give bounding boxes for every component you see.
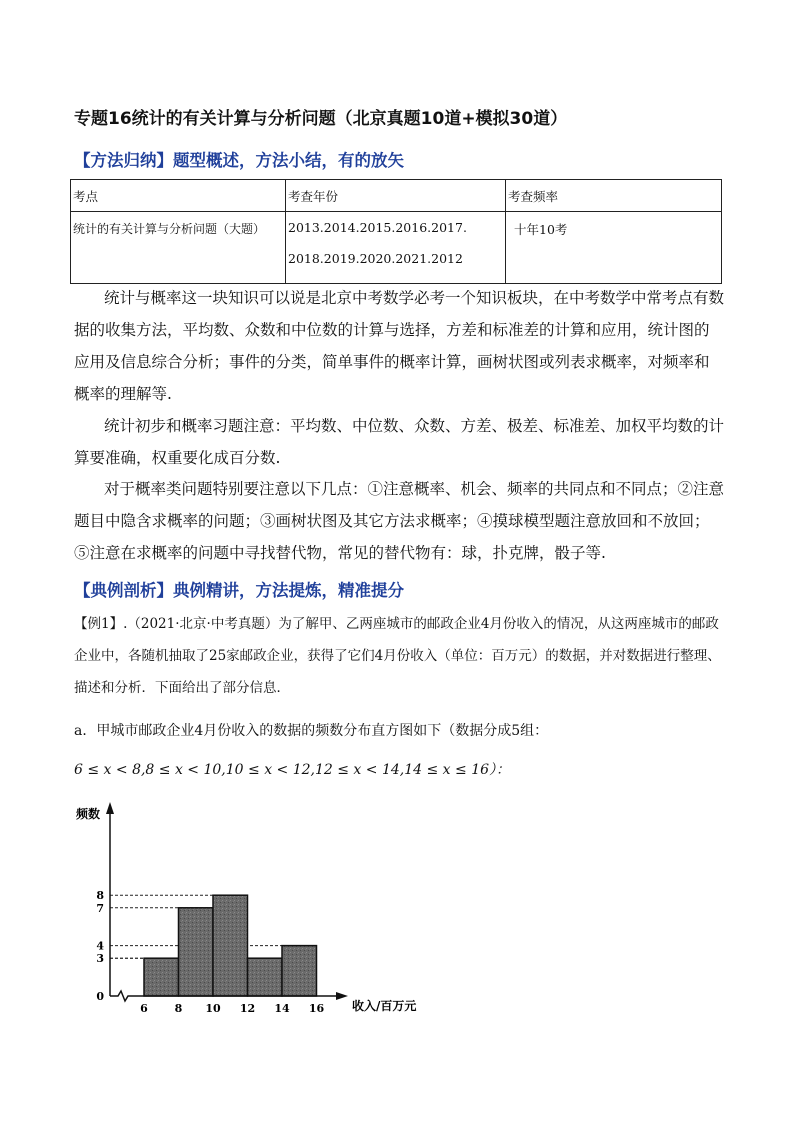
section-method-text: 题型概述，方法小结，有的放矢 <box>173 151 404 170</box>
cell-years <box>286 212 506 284</box>
table-row <box>71 212 722 284</box>
y-tick-label: 0 <box>96 990 104 1003</box>
cell-years-line1: 2013.2014.2015.2016.2017. <box>288 220 467 235</box>
histogram-bar <box>213 895 248 996</box>
item-a-text: a．甲城市邮政企业4月份收入的数据的频数分布直方图如下（数据分成5组： <box>74 723 549 739</box>
histogram-bar <box>248 958 283 996</box>
cell-topic: 统计的有关计算与分析问题（大题） <box>71 212 286 284</box>
x-tick-label: 12 <box>239 1002 256 1015</box>
table-header-row <box>71 180 722 212</box>
y-axis-title: 频数 <box>76 807 101 821</box>
document-title: 专题16统计的有关计算与分析问题（北京真题10道+模拟30道） <box>74 109 568 129</box>
paragraph-2 <box>74 410 724 474</box>
histogram-bar <box>144 958 179 996</box>
x-tick-label: 8 <box>174 1002 183 1015</box>
histogram-svg <box>74 796 434 1016</box>
x-tick-label: 10 <box>205 1002 221 1015</box>
section-example-bracket: 【典例剖析】 <box>74 581 173 600</box>
range-text: 6 ≤ x < 8,8 ≤ x < 10,10 ≤ x < 12,12 ≤ x < 14,14 ≤ x ≤ 16）： <box>74 762 511 778</box>
section-example-analysis <box>74 577 404 601</box>
paragraph-2-text: 统计初步和概率习题注意：平均数、中位数、众数、方差、极差、标准差、加权平均数的计算要准确，权重要化成百分数. <box>74 417 725 467</box>
cell-frequency: 十年10考 <box>506 212 722 284</box>
histogram-bar <box>179 908 214 996</box>
x-axis-title: 收入/百万元 <box>352 999 417 1013</box>
cell-years-line2: 2018.2019.2020.2021.2012 <box>288 251 463 266</box>
x-axis-arrow <box>336 992 348 1000</box>
header-exam-year: 考查年份 <box>286 180 506 212</box>
y-tick-label: 3 <box>96 952 104 966</box>
paragraph-1 <box>74 282 724 410</box>
section-method-bracket: 【方法归纳】 <box>74 151 173 170</box>
paragraph-3-text: 对于概率类问题特别要注意以下几点：①注意概率、机会、频率的共同点和不同点；②注意题目中隐含求概率的问题；③画树状图及其它方法求概率；④摸球模型题注意放回和不放回；⑤注意在求概率的问题中寻找替代物，常见的替代物有：球，扑克牌，骰子等. <box>74 480 725 562</box>
exam-point-table <box>70 179 722 284</box>
header-exam-frequency: 考查频率 <box>506 180 722 212</box>
section-example-text: 典例精讲，方法提炼，精准提分 <box>173 581 404 600</box>
y-tick-label: 7 <box>96 901 104 915</box>
x-tick-label: 16 <box>308 1002 325 1015</box>
y-axis-arrow <box>106 802 114 814</box>
paragraph-1-text: 统计与概率这一块知识可以说是北京中考数学必考一个知识板块，在中考数学中常考点有数据的收集方法，平均数、众数和中位数的计算与选择，方差和标准差的计算和应用，统计图的应用及信息综合分析；事件的分类，简单事件的概率计算，画树状图或列表求概率，对频率和概率的理解等. <box>74 289 725 403</box>
histogram-bar <box>282 946 317 996</box>
y-tick-label: 8 <box>96 889 104 903</box>
x-tick-label: 6 <box>140 1002 148 1015</box>
section-method-summary <box>74 147 404 171</box>
x-tick-label: 14 <box>274 1002 290 1015</box>
histogram-chart <box>74 796 434 1020</box>
y-tick-label: 4 <box>96 939 104 953</box>
header-exam-point: 考点 <box>71 180 286 212</box>
paragraph-3 <box>74 473 724 569</box>
example-1-text: 【例1】.（2021·北京·中考真题）为了解甲、乙两座城市的邮政企业4月份收入的情况，从这两座城市的邮政企业中，各随机抽取了25家邮政企业，获得了它们4月份收入（单位：百万元）的数据，并对数据进行整理、描述和分析．下面给出了部分信息． <box>74 616 721 696</box>
